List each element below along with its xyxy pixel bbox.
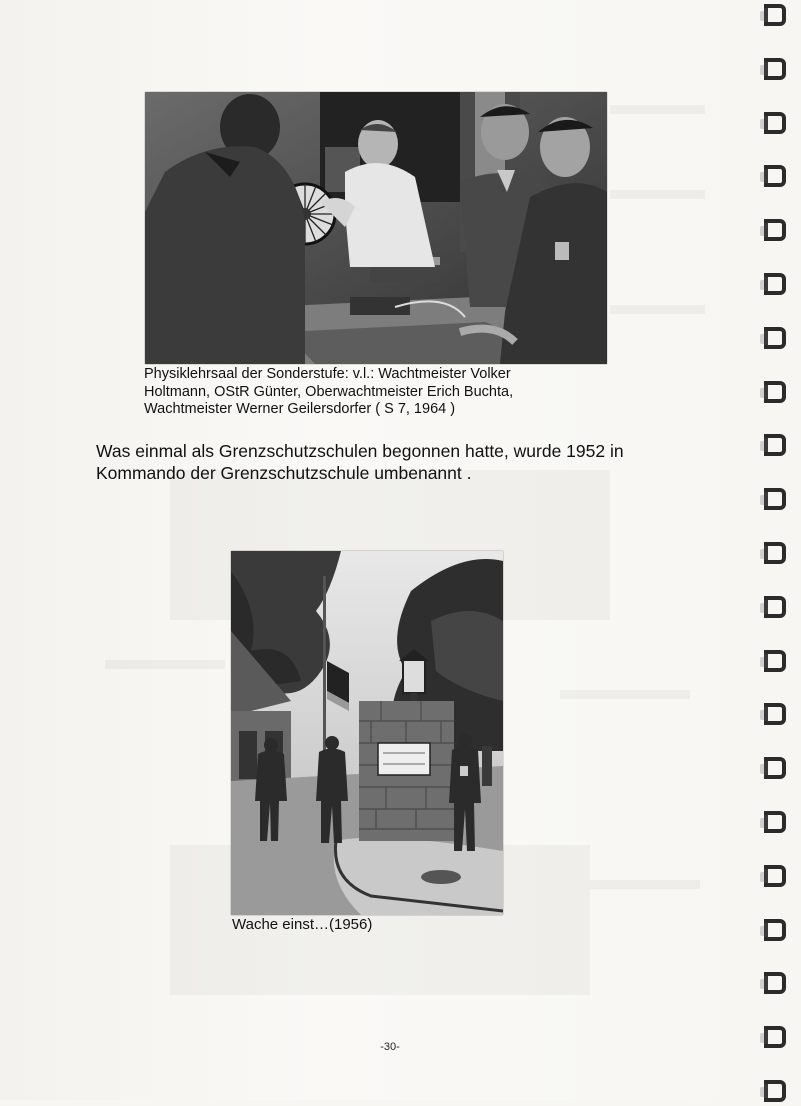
binding-ring (760, 650, 786, 676)
binding-ring (760, 488, 786, 514)
binding-ring (760, 112, 786, 138)
binding-ring (760, 703, 786, 729)
binding-ring (760, 919, 786, 945)
binding-ring (760, 165, 786, 191)
bleed-through-line (105, 660, 225, 669)
photo1-caption: Physiklehrsaal der Sonderstufe: v.l.: Wachtmeister Volker Holtmann, OStR Günter, Oberwachtmeister Erich Buchta, Wachtmeister Werner Geilersdorfer ( S 7, 1964 ) (144, 366, 514, 417)
binding-ring (760, 219, 786, 245)
spiral-binding (752, 0, 801, 1100)
binding-ring (760, 381, 786, 407)
bleed-through-line (610, 190, 705, 199)
binding-ring (760, 1080, 786, 1106)
guard-post-photo-drawing (231, 551, 503, 915)
bleed-through-line (560, 690, 690, 699)
binding-ring (760, 757, 786, 783)
binding-ring (760, 4, 786, 30)
binding-ring (760, 273, 786, 299)
binding-ring (760, 972, 786, 998)
physics-lab-photo-drawing (145, 92, 607, 364)
guard-post-photo (231, 551, 503, 915)
photo2-caption: Wache einst…(1956) (232, 916, 373, 933)
bleed-through-line (590, 880, 700, 889)
binding-ring (760, 58, 786, 84)
binding-ring (760, 865, 786, 891)
binding-ring (760, 811, 786, 837)
page-number: -30- (380, 1041, 400, 1053)
binding-ring (760, 1026, 786, 1052)
binding-ring (760, 596, 786, 622)
bleed-through-line (610, 305, 705, 314)
bleed-through-line (610, 105, 705, 114)
physics-lab-photo (145, 92, 607, 364)
binding-ring (760, 542, 786, 568)
body-paragraph: Was einmal als Grenzschutzschulen begonnen hatte, wurde 1952 in Kommando der Grenzschutzschule umbenannt . (96, 441, 624, 483)
binding-ring (760, 327, 786, 353)
binding-ring (760, 434, 786, 460)
